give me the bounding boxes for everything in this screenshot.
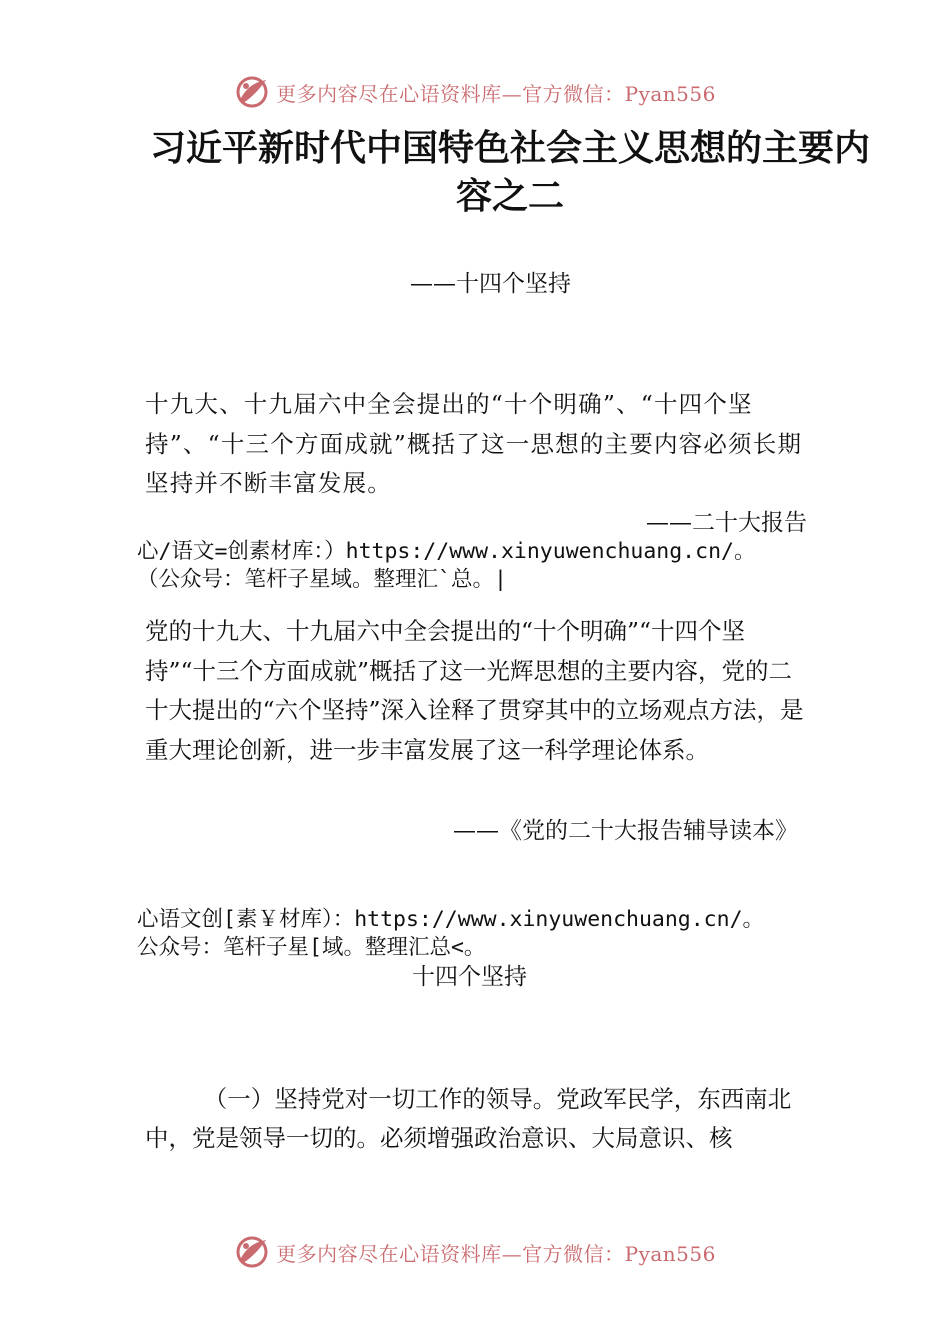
quote-attribution-1: ——二十大报告 xyxy=(646,510,807,536)
document-subtitle: ——十四个坚持 xyxy=(410,271,571,297)
quote-paragraph-2: 党的十九大、十九届六中全会提出的“十个明确”“十四个坚持”“十三个方面成就”概括了这一光辉思想的主要内容，党的二十大提出的“六个坚持”深入诠释了贯穿其中的立场观点方法，是重大理论创新，进一步丰富发展了这一科学理论体系。 xyxy=(145,617,804,764)
source-note-a-line2: （公众号：笔杆子星域。整理汇`总。| xyxy=(137,567,507,592)
header-watermark-banner xyxy=(0,72,950,112)
brand-logo-icon xyxy=(234,74,270,110)
section-heading: 十四个坚持 xyxy=(412,964,527,990)
source-note-b-line1: 心语文创[素￥材库）：https://www.xinyuwenchuang.cn/。 xyxy=(137,907,765,932)
quote-paragraph-1: 十九大、十九届六中全会提出的“十个明确”、“十四个坚持”、“十三个方面成就”概括了这一思想的主要内容必须长期坚持并不断丰富发展。 xyxy=(145,390,803,497)
footer-watermark-banner xyxy=(0,1232,950,1272)
document-title: 习近平新时代中国特色社会主义思想的主要内容之二 xyxy=(149,127,870,217)
source-note-a-line1: 心/语文=创素材库：）https://www.xinyuwenchuang.cn/。 xyxy=(137,539,756,564)
brand-logo-icon xyxy=(234,1234,270,1270)
item-paragraph-1: （一）坚持党对一切工作的领导。党政军民学，东西南北中，党是领导一切的。必须增强政治意识、大局意识、核 xyxy=(145,1085,792,1152)
source-note-b-line2: 公众号：笔杆子星[域。整理汇总<。 xyxy=(137,935,486,960)
quote-attribution-2: ——《党的二十大报告辅导读本》 xyxy=(453,818,798,844)
header-watermark-text: 更多内容尽在心语资料库—官方微信：Pyan556 xyxy=(276,81,716,106)
footer-watermark-text: 更多内容尽在心语资料库—官方微信：Pyan556 xyxy=(276,1241,716,1266)
